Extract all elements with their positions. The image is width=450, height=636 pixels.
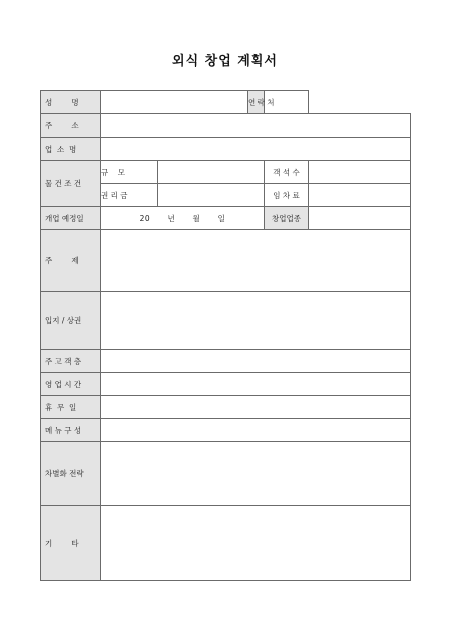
seats-field[interactable]	[309, 161, 411, 184]
contact-label: 연 락 처	[248, 91, 265, 114]
menu-field[interactable]	[101, 419, 411, 442]
plan-form-table	[40, 90, 411, 581]
address-field[interactable]	[101, 114, 411, 138]
holidays-field[interactable]	[101, 396, 411, 419]
name-label: 성 명	[41, 91, 101, 114]
seats-label: 객 석 수	[265, 161, 309, 184]
rent-label: 임 차 료	[265, 184, 309, 207]
business-name-label: 업 소 명	[41, 138, 101, 161]
size-label: 규 모	[101, 161, 158, 184]
holidays-label: 휴 무 일	[41, 396, 101, 419]
hours-label: 영 업 시 간	[41, 373, 101, 396]
customers-label: 주 고 객 층	[41, 350, 101, 373]
opening-date-label: 개업 예정일	[41, 207, 101, 230]
hours-field[interactable]	[101, 373, 411, 396]
theme-field[interactable]	[101, 230, 411, 292]
location-field[interactable]	[101, 292, 411, 350]
customers-field[interactable]	[101, 350, 411, 373]
premium-label: 권 리 금	[101, 184, 158, 207]
menu-label: 메 뉴 구 성	[41, 419, 101, 442]
rent-field[interactable]	[309, 184, 411, 207]
property-label: 물 건 조 건	[41, 161, 101, 207]
business-name-field[interactable]	[101, 138, 411, 161]
size-field[interactable]	[158, 161, 265, 184]
business-type-field[interactable]	[309, 207, 411, 230]
location-label: 입지 / 상권	[41, 292, 101, 350]
theme-label: 주 제	[41, 230, 101, 292]
other-field[interactable]	[101, 506, 411, 581]
opening-date-field[interactable]: 20 년 월 일	[101, 207, 265, 230]
address-label: 주 소	[41, 114, 101, 138]
premium-field[interactable]	[158, 184, 265, 207]
name-field[interactable]	[101, 91, 248, 114]
other-label: 기 타	[41, 506, 101, 581]
business-type-label: 창업업종	[265, 207, 309, 230]
strategy-label: 차별화 전략	[41, 442, 101, 506]
document-title: 외식 창업 계획서	[172, 54, 278, 69]
strategy-field[interactable]	[101, 442, 411, 506]
